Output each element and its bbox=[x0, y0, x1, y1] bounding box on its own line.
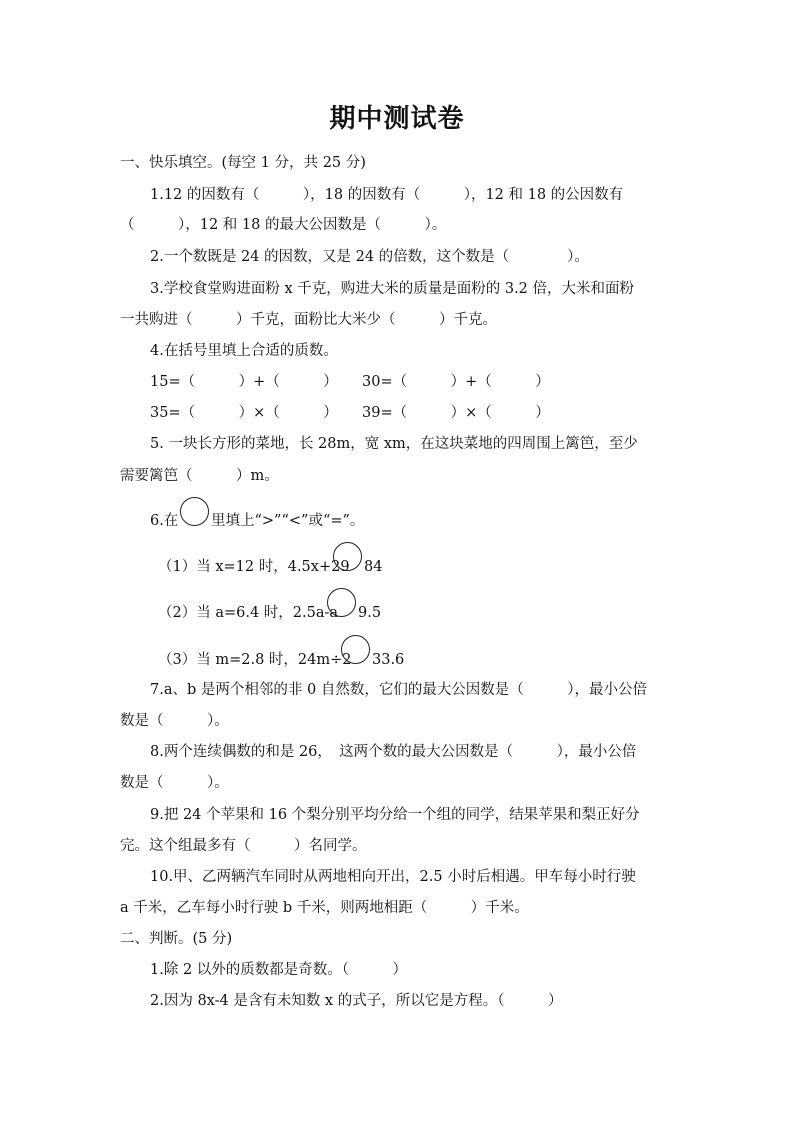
question-6-1-value: 84 bbox=[364, 559, 383, 575]
question-6-2-value: 9.5 bbox=[358, 605, 382, 621]
question-3-line-1: 3.学校食堂购进面粉 x 千克，购进大米的质量是面粉的 3.2 倍，大米和面粉 bbox=[150, 281, 635, 297]
question-3-line-2: 一共购进（ ）千克，面粉比大米少（ ）千克。 bbox=[120, 312, 497, 328]
question-9-line-1: 9.把 24 个苹果和 16 个梨分别平均分给一个组的同学，结果苹果和梨正好分 bbox=[150, 807, 640, 823]
question-1-line-2: （ ），12 和 18 的最大公因数是（ ）。 bbox=[120, 217, 447, 233]
section-1-heading: 一、快乐填空。(每空 1 分，共 25 分) bbox=[120, 155, 366, 171]
question-4: 4.在括号里填上合适的质数。 bbox=[150, 343, 338, 359]
question-5-line-1: 5. 一块长方形的菜地，长 28m，宽 xm，在这块菜地的四周围上篱笆，至少 bbox=[150, 436, 638, 452]
question-10-line-1: 10.甲、乙两辆汽车同时从两地相向开出，2.5 小时后相遇。甲车每小时行驶 bbox=[150, 869, 636, 885]
section-2-heading: 二、判断。(5 分) bbox=[120, 931, 233, 947]
question-6-3-value: 33.6 bbox=[372, 652, 405, 668]
question-6-prefix: 6.在 bbox=[150, 513, 179, 529]
answer-circle-6-3[interactable] bbox=[341, 635, 370, 664]
question-6-2-expression: （2）当 a=6.4 时，2.5a-a bbox=[158, 605, 339, 621]
question-4-item-d: 39=（ ）×（ ） bbox=[362, 405, 550, 421]
question-4-item-c: 35=（ ）×（ ） bbox=[150, 405, 338, 421]
question-2: 2.一个数既是 24 的因数，又是 24 的倍数，这个数是（ ）。 bbox=[150, 249, 589, 265]
question-1-line-1: 1.12 的因数有（ ），18 的因数有（ ），12 和 18 的公因数有 bbox=[150, 187, 624, 203]
question-6-3-expression: （3）当 m=2.8 时，24m÷2 bbox=[158, 652, 352, 668]
question-7-line-1: 7.a、b 是两个相邻的非 0 自然数，它们的最大公因数是（ ），最小公倍 bbox=[150, 682, 648, 698]
question-6-instruction: 里填上“>”“<”或“=”。 bbox=[211, 513, 365, 529]
question-6-1-expression: （1）当 x=12 时，4.5x+29 bbox=[158, 559, 350, 575]
question-8-line-1: 8.两个连续偶数的和是 26， 这两个数的最大公因数是（ ），最小公倍 bbox=[150, 744, 637, 760]
question-10-line-2: a 千米，乙车每小时行驶 b 千米，则两地相距（ ）千米。 bbox=[120, 900, 529, 916]
question-4-item-a: 15=（ ）+（ ） bbox=[150, 374, 338, 390]
answer-circle-6-2[interactable] bbox=[327, 588, 356, 617]
question-8-line-2: 数是（ ）。 bbox=[120, 775, 229, 791]
judgement-2: 2.因为 8x-4 是含有未知数 x 的式子，所以它是方程。（ ） bbox=[150, 993, 563, 1009]
judgement-1: 1.除 2 以外的质数都是奇数。（ ） bbox=[150, 962, 408, 978]
question-5-line-2: 需要篱笆（ ）m。 bbox=[120, 468, 279, 484]
page-title: 期中测试卷 bbox=[329, 104, 465, 134]
answer-circle-6-1[interactable] bbox=[333, 542, 362, 571]
question-4-item-b: 30=（ ）+（ ） bbox=[362, 374, 550, 390]
comparison-circle-example bbox=[180, 497, 209, 526]
question-9-line-2: 完。这个组最多有（ ）名同学。 bbox=[120, 838, 367, 854]
question-7-line-2: 数是（ ）。 bbox=[120, 713, 229, 729]
